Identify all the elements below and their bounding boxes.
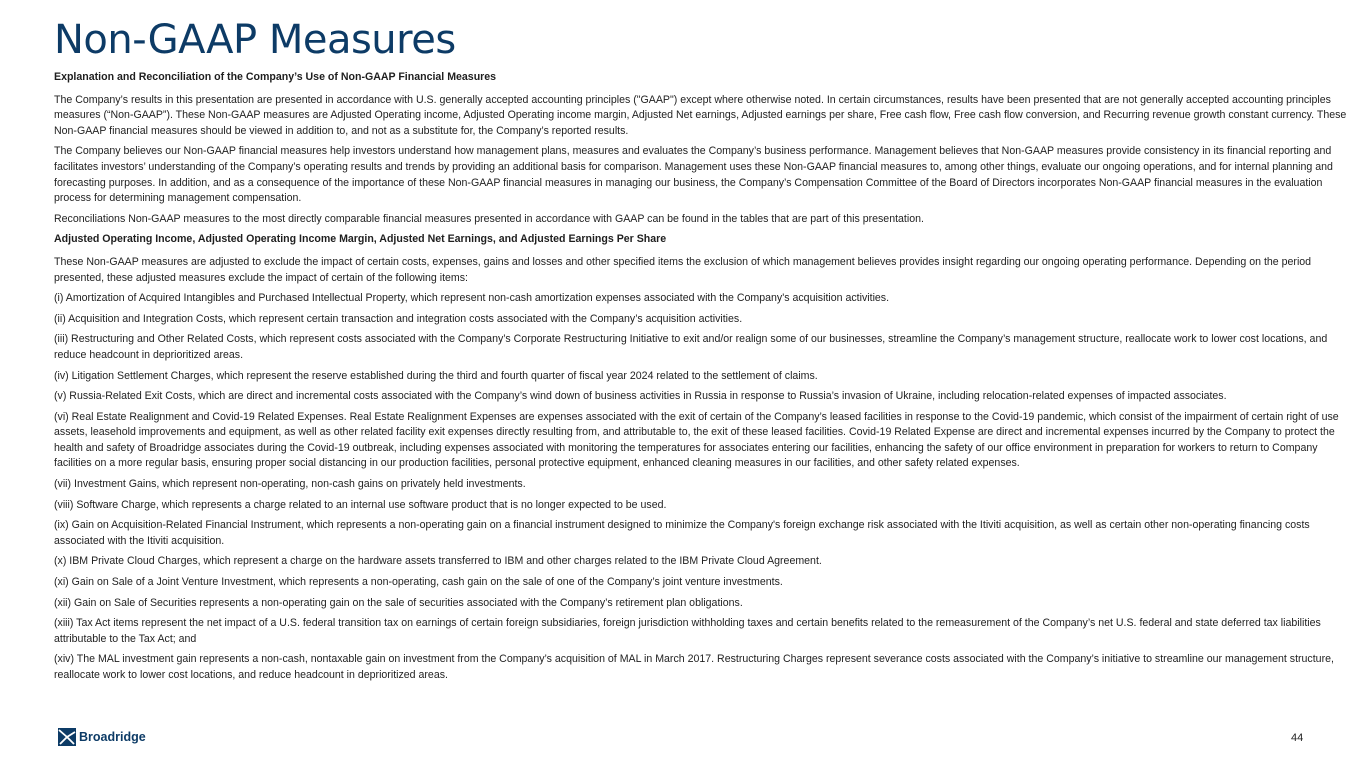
adjustment-item-vii: (vii) Investment Gains, which represent non-operating, non-cash gains on privately held investments. [54,478,526,491]
adjustment-item-xii: (xii) Gain on Sale of Securities represents a non-operating gain on the sale of securities associated with the Company’s retirement plan obligations. [54,596,743,609]
page-title: Non-GAAP Measures [54,17,456,63]
section-heading-explanation: Explanation and Reconciliation of the Company’s Use of Non-GAAP Financial Measures [54,71,497,83]
paragraph-adjustments: These Non-GAAP measures are adjusted to exclude the impact of certain costs, expenses, gains and losses and other specified items the exclusion of which management believes provides insight regarding our ongoing operating performance. Depending on the period presented, these adjusted measures exclude the impact of certain of the following items: [54,255,1312,284]
logo-text: Broadridge [79,730,146,744]
adjustment-item-xi: (xi) Gain on Sale of a Joint Venture Investment, which represents a non-operating, cash gain on the sale of one of the Company’s joint venture investments. [54,576,783,589]
adjustment-item-viii: (viii) Software Charge, which represents a charge related to an internal use software product that is no longer expected to be used. [54,498,667,511]
paragraph-reconciliations: Reconciliations Non-GAAP measures to the most directly comparable financial measures presented in accordance with GAAP can be found in the tables that are part of this presentation. [54,212,924,225]
adjustment-item-iv: (iv) Litigation Settlement Charges, which represent the reserve established during the third and fourth quarter of fiscal year 2024 related to the settlement of claims. [54,369,818,382]
paragraph-intro: The Company’s results in this presentation are presented in accordance with U.S. generally accepted accounting principles ("GAAP") except where otherwise noted. In certain circumstances, results have been presented that are not generally accepted accounting principles measures (“Non-GAAP”). These Non-GAAP measures are Adjusted Operating income, Adjusted Operating income margin, Adjusted Net earnings, Adjusted earnings per share, Free cash flow, Free cash flow conversion, and Recurring revenue growth constant currency. These Non-GAAP financial measures should be viewed in addition to, and not as a substitute for, the Company’s reported results. [54,93,1347,137]
adjustment-item-v: (v) Russia-Related Exit Costs, which are direct and incremental costs associated with the Company’s wind down of business activities in Russia in response to Russia’s invasion of Ukraine, including relocation-related expenses of impacted associates. [54,390,1227,403]
adjustment-item-vi: (vi) Real Estate Realignment and Covid-19 Related Expenses. Real Estate Realignment Expenses are expenses associated with the exit of certain of the Company’s leased facilities in response to the Covid-19 pandemic, which consist of the impairment of certain right of use assets, leasehold improvements and equipment, as well as other related facility exit expenses directly resulting from, and attributable to, the exit of these leased facilities. Covid-19 Related Expense are direct and incremental expenses incurred by the Company to protect the health and safety of Broadridge associates during the Covid-19 outbreak, including expenses associated with monitoring the temperatures for associates entering our facilities, enhancing the safety of our office environment in preparation for workers to return to Company facilities on a more regular basis, ensuring proper social distancing in our production facilities, personal protective equipment, enhanced cleaning measures in our facilities, and other safety related expenses. [54,410,1339,470]
page-number: 44 [1291,732,1304,744]
adjustment-item-iii: (iii) Restructuring and Other Related Costs, which represent costs associated with the Company’s Corporate Restructuring Initiative to exit and/or realign some of our businesses, streamline the Company’s management structure, reallocate work to lower cost locations, and reduce headcount in deprioritized areas. [54,333,1328,361]
adjustment-item-ii: (ii) Acquisition and Integration Costs, which represent certain transaction and integration costs associated with the Company’s acquisition activities. [54,312,743,325]
adjustment-item-ix: (ix) Gain on Acquisition-Related Financial Instrument, which represents a non-operating gain on a financial instrument designed to minimize the Company's foreign exchange risk associated with the Itiviti acquisition, as well as certain other non-operating financing costs associated with the Itiviti acquisition. [54,519,1310,547]
broadridge-logo [58,728,146,746]
adjustment-item-x: (x) IBM Private Cloud Charges, which represent a charge on the hardware assets transferred to IBM and other charges related to the IBM Private Cloud Agreement. [54,555,822,568]
adjustment-item-xiv: (xiv) The MAL investment gain represents a non-cash, nontaxable gain on investment from the Company’s acquisition of MAL in March 2017. Restructuring Charges represent severance costs associated with the Company’s initiative to streamline our management structure, reallocate work to lower cost locations, and reduce headcount in deprioritized areas. [54,653,1334,681]
broadridge-logo-icon [58,728,76,746]
adjustment-item-xiii: (xiii) Tax Act items represent the net impact of a U.S. federal transition tax on earnings of certain foreign subsidiaries, foreign jurisdiction withholding taxes and certain benefits related to the remeasurement of the Company’s net U.S. federal and state deferred tax liabilities attributable to the Tax Act; and [54,617,1321,645]
slide-body [54,70,1348,689]
section-heading-adjusted-measures: Adjusted Operating Income, Adjusted Operating Income Margin, Adjusted Net Earnings, and Adjusted Earnings Per Share [54,233,667,246]
paragraph-management-belief: The Company believes our Non-GAAP financial measures help investors understand how management plans, measures and evaluates the Company’s business performance. Management believes that Non-GAAP measures provide consistency in its financial reporting and facilitates investors’ understanding of the Company’s operating results and trends by providing an additional basis for comparison. Management uses these Non-GAAP financial measures to, among other things, evaluate our ongoing operations, and for internal planning and forecasting purposes. In addition, and as a consequence of the importance of these Non-GAAP financial measures in managing our business, the Company’s Compensation Committee of the Board of Directors incorporates Non-GAAP financial measures in the evaluation process for determining management compensation. [54,145,1333,205]
adjustment-item-i: (i) Amortization of Acquired Intangibles and Purchased Intellectual Property, which represent non-cash amortization expenses associated with the Company's acquisition activities. [54,292,890,305]
